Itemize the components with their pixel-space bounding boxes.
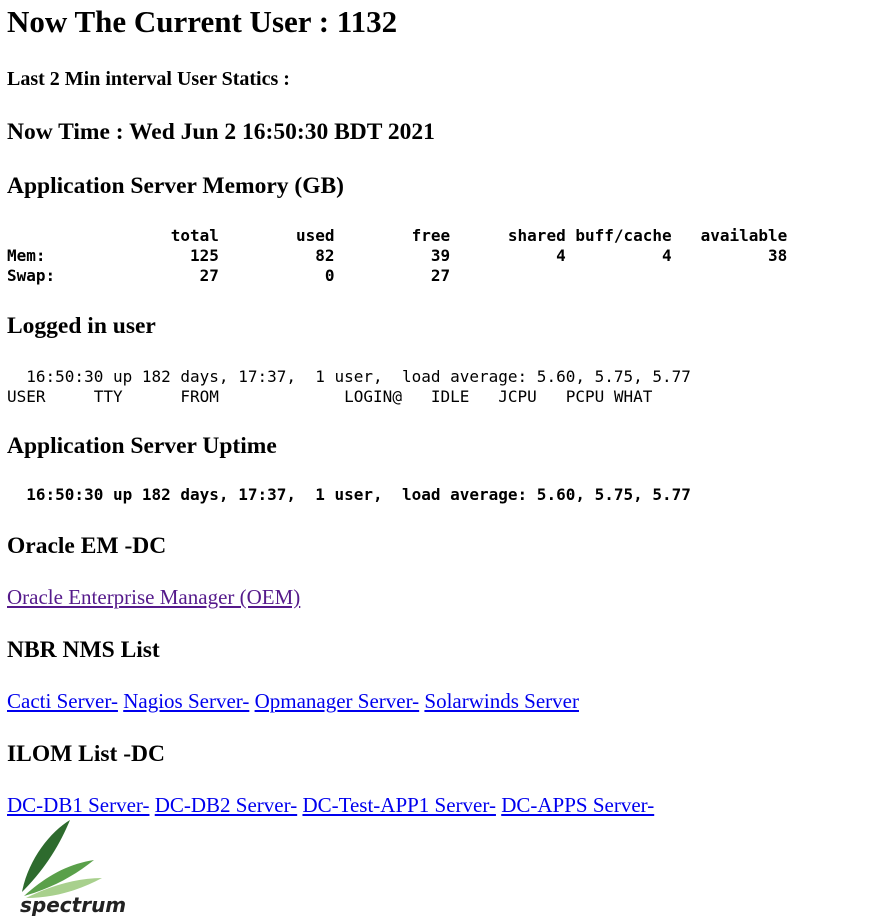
solarwinds-server-link[interactable]: Solarwinds Server xyxy=(424,689,579,713)
spectrum-logo-graphic xyxy=(10,820,140,916)
opmanager-server-link[interactable]: Opmanager Server- xyxy=(254,689,420,713)
ilom-title: ILOM List -DC xyxy=(7,741,165,767)
memory-title: Application Server Memory (GB) xyxy=(7,173,344,199)
ilom-links xyxy=(7,793,654,817)
nms-title: NBR NMS List xyxy=(7,637,160,663)
current-user-heading: Now The Current User : 1132 xyxy=(7,4,398,39)
dc-apps-server-link[interactable]: DC-APPS Server- xyxy=(501,793,655,817)
oracle-title: Oracle EM -DC xyxy=(7,533,167,559)
interval-stat-heading: Last 2 Min interval User Statics : xyxy=(7,68,290,90)
dc-test-app1-server-link[interactable]: DC-Test-APP1 Server- xyxy=(302,793,496,817)
uptime-output: 16:50:30 up 182 days, 17:37, 1 user, load average: 5.60, 5.75, 5.77 xyxy=(7,485,691,504)
logo-wordmark: spectrum xyxy=(20,893,127,916)
uptime-title: Application Server Uptime xyxy=(7,433,277,459)
dc-db2-server-link[interactable]: DC-DB2 Server- xyxy=(154,793,298,817)
nagios-server-link[interactable]: Nagios Server- xyxy=(123,689,250,713)
nms-links xyxy=(7,689,579,713)
oracle-links xyxy=(7,585,300,609)
logged-in-output xyxy=(7,367,691,407)
now-time-heading: Now Time : Wed Jun 2 16:50:30 BDT 2021 xyxy=(7,119,435,145)
dc-db1-server-link[interactable]: DC-DB1 Server- xyxy=(7,793,150,817)
logged-in-line2: USER TTY FROM LOGIN@ IDLE JCPU PCPU WHAT xyxy=(7,387,653,406)
memory-table: total used free shared buff/cache available Mem: 125 82 39 4 4 38 Swap: 27 0 27 xyxy=(7,226,788,285)
logged-in-line1: 16:50:30 up 182 days, 17:37, 1 user, load average: 5.60, 5.75, 5.77 xyxy=(7,367,691,386)
spectrum-logo xyxy=(10,820,140,916)
cacti-server-link[interactable]: Cacti Server- xyxy=(7,689,118,713)
oem-link[interactable]: Oracle Enterprise Manager (OEM) xyxy=(7,585,301,609)
logged-in-title: Logged in user xyxy=(7,313,156,339)
